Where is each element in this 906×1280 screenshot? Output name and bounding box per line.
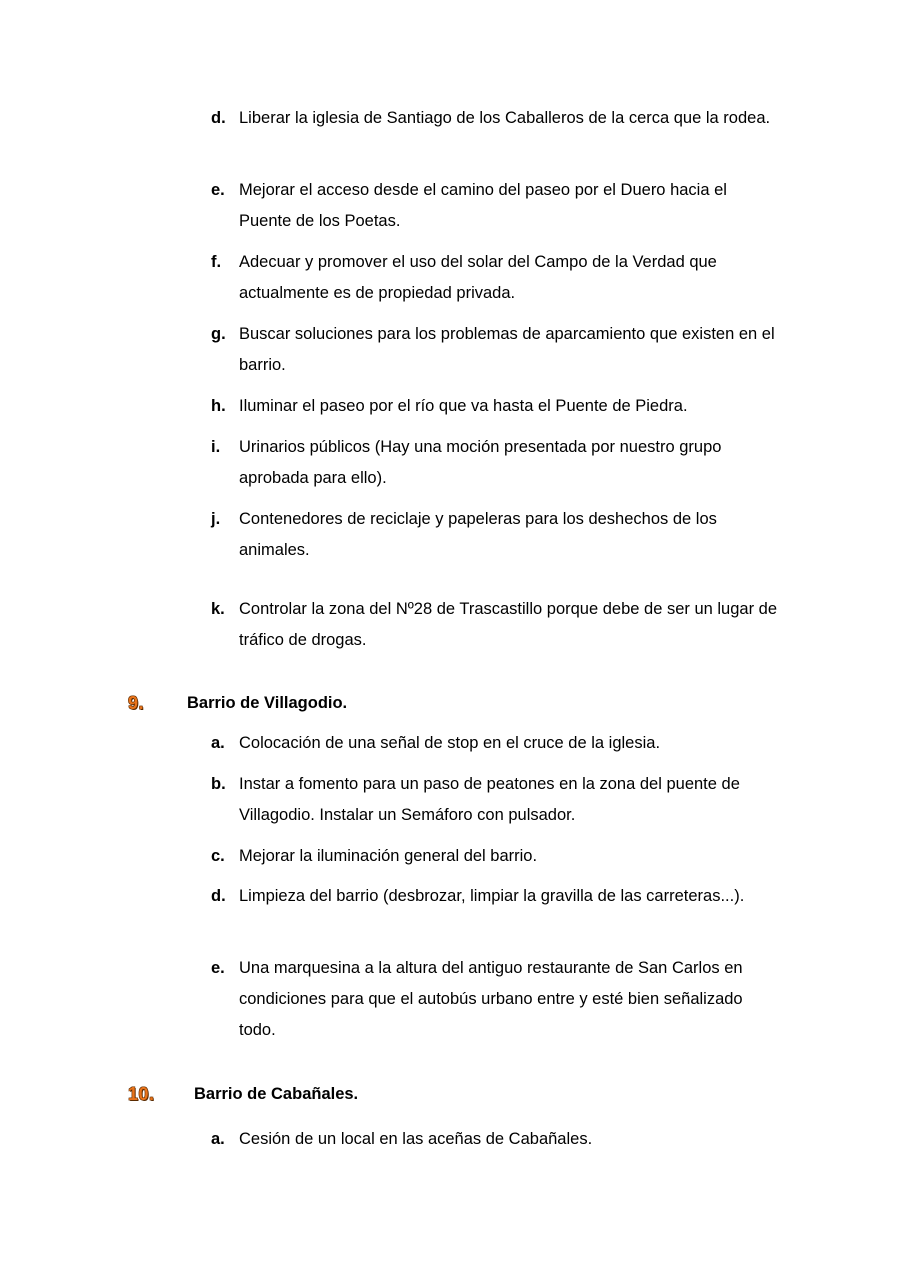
list-item-j (211, 504, 781, 566)
list-item-a (211, 1124, 781, 1155)
list-item-text: Urinarios públicos (Hay una moción presentada por nuestro grupo aprobada para ello). (239, 438, 722, 487)
list-item-letter: k. (211, 600, 225, 618)
list-item-letter: e. (211, 181, 225, 199)
list-item-e (211, 175, 781, 237)
list-item-c (211, 841, 781, 872)
list-item-g (211, 319, 781, 381)
list-item-text: Mejorar la iluminación general del barrio. (239, 847, 538, 865)
list-item-letter: e. (211, 959, 225, 977)
section-number: 10. (128, 1084, 155, 1104)
list-item-text: Cesión de un local en las aceñas de Cabañales. (239, 1130, 593, 1148)
list-item-k (211, 594, 781, 656)
list-item-text: Buscar soluciones para los problemas de aparcamiento que existen en el barrio. (239, 325, 775, 374)
list-item-b (211, 769, 781, 831)
list-item-text: Limpieza del barrio (desbrozar, limpiar la gravilla de las carreteras...). (239, 887, 745, 905)
list-item-e (211, 953, 781, 1046)
list-item-text: Colocación de una señal de stop en el cruce de la iglesia. (239, 734, 661, 752)
list-item-letter: b. (211, 775, 226, 793)
list-item-text: Liberar la iglesia de Santiago de los Caballeros de la cerca que la rodea. (239, 109, 771, 127)
list-item-letter: g. (211, 325, 226, 343)
list-item-h (211, 391, 781, 422)
list-item-letter: a. (211, 734, 225, 752)
list-item-letter: f. (211, 253, 222, 271)
list-item-d (211, 881, 781, 912)
list-item-text: Contenedores de reciclaje y papeleras para los deshechos de los animales. (239, 510, 717, 559)
list-item-text: Iluminar el paseo por el río que va hasta el Puente de Piedra. (239, 397, 688, 415)
list-item-letter: j. (211, 510, 221, 528)
list-item-text: Controlar la zona del Nº28 de Trascastillo porque debe de ser un lugar de tráfico de drogas. (239, 600, 778, 649)
list-item-text: Una marquesina a la altura del antiguo restaurante de San Carlos en condiciones para que el autobús urbano entre y esté bien señalizado todo. (239, 959, 743, 1039)
list-item-a (211, 728, 781, 759)
list-item-i (211, 432, 781, 494)
list-item-letter: h. (211, 397, 226, 415)
list-item-text: Instar a fomento para un paso de peatones en la zona del puente de Villagodio. Instalar un Semáforo con pulsador. (239, 775, 740, 824)
list-item-text: Mejorar el acceso desde el camino del paseo por el Duero hacia el Puente de los Poetas. (239, 181, 727, 230)
list-item-letter: d. (211, 887, 226, 905)
list-item-text: Adecuar y promover el uso del solar del Campo de la Verdad que actualmente es de propiedad privada. (239, 253, 717, 302)
section-title: Barrio de Villagodio. (187, 694, 348, 712)
section-number: 9. (128, 693, 145, 713)
list-item-letter: d. (211, 109, 226, 127)
list-item-letter: a. (211, 1130, 225, 1148)
list-item-d (211, 103, 781, 134)
list-item-letter: i. (211, 438, 221, 456)
section-title: Barrio de Cabañales. (194, 1085, 359, 1103)
list-item-f (211, 247, 781, 309)
list-item-letter: c. (211, 847, 225, 865)
